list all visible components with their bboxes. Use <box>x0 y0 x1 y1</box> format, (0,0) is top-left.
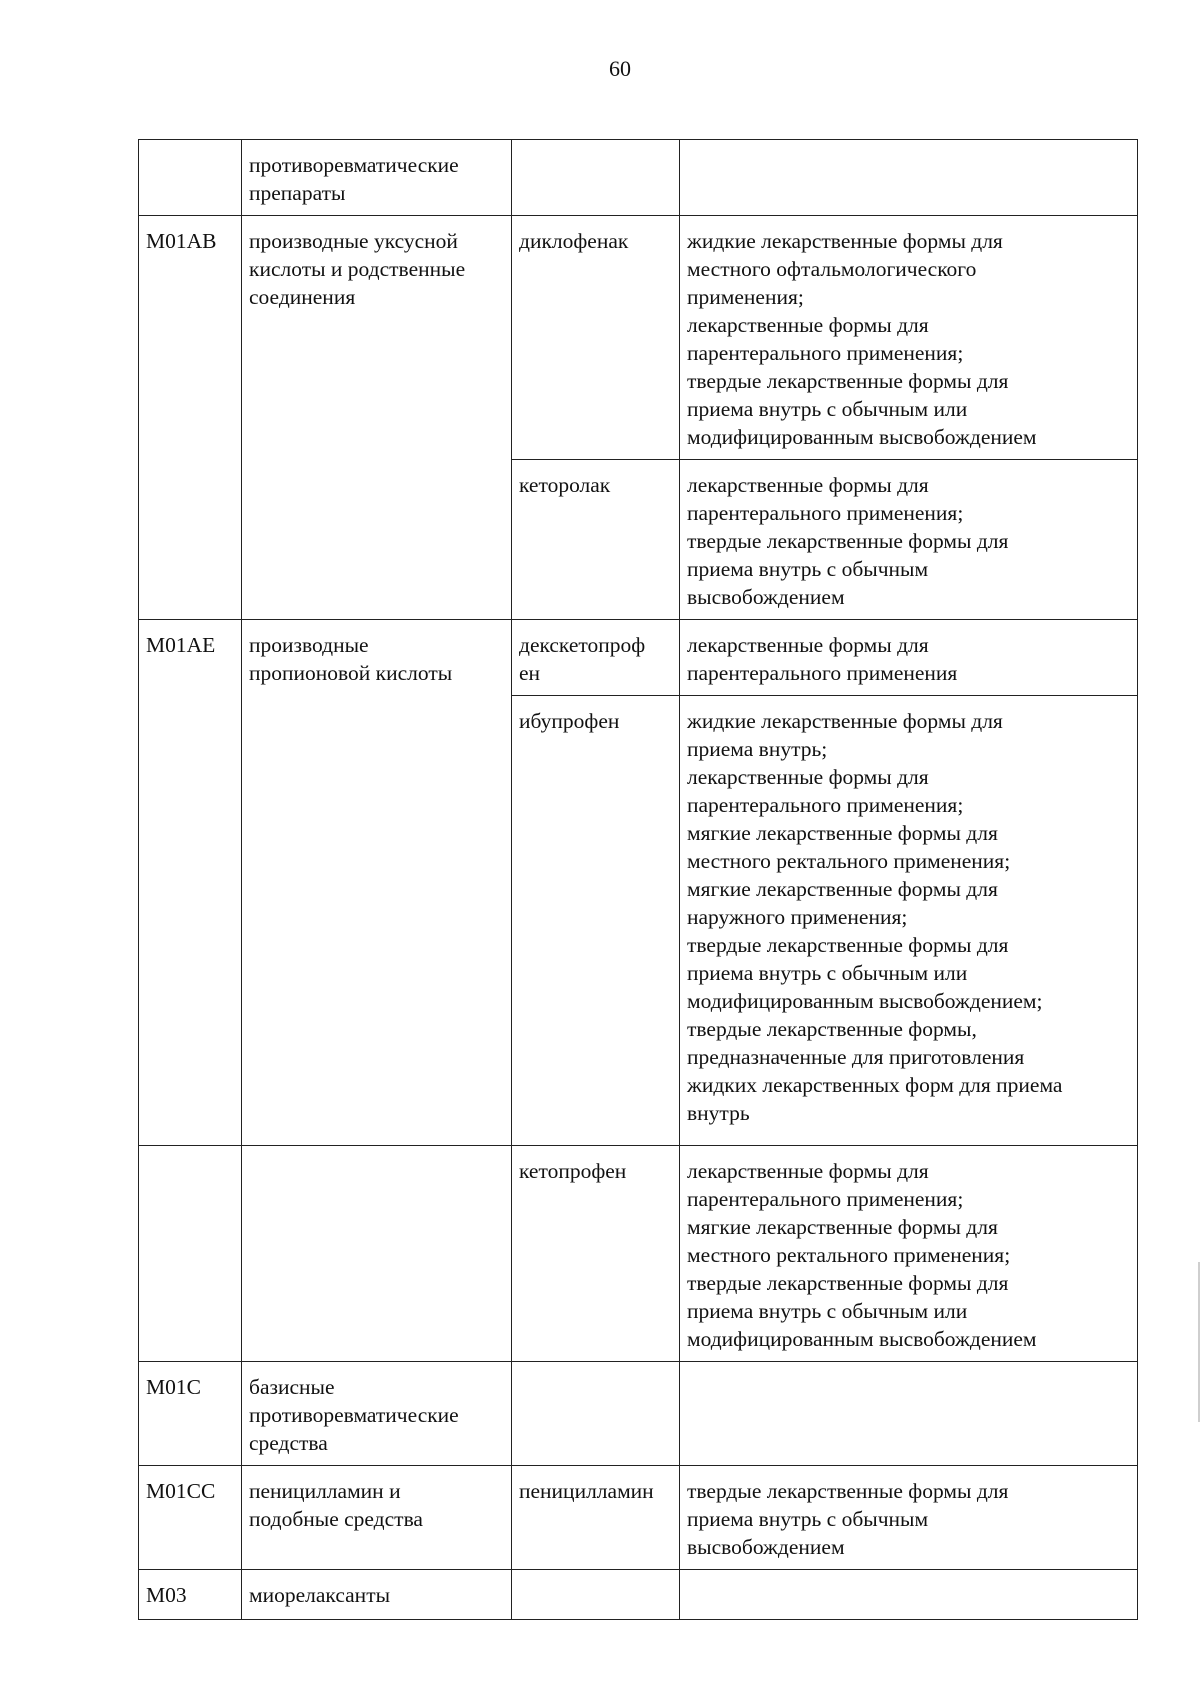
atc-code-cell: M01CC <box>139 1466 242 1570</box>
dosage-forms-cell <box>680 140 1138 216</box>
drug-name-cell <box>512 140 680 216</box>
atc-code-cell <box>139 140 242 216</box>
dosage-forms-cell <box>680 1362 1138 1466</box>
drug-name-cell: кетопрофен <box>512 1146 680 1362</box>
table-row <box>139 1466 1138 1570</box>
pharmacological-group-cell: противоревматические препараты <box>242 140 512 216</box>
drug-name-cell: ибупрофен <box>512 696 680 1146</box>
dosage-forms-cell: лекарственные формы для парентерального применения <box>680 620 1138 696</box>
dosage-forms-cell: лекарственные формы для парентерального применения; твердые лекарственные формы для приема внутрь с обычным высвобождением <box>680 460 1138 620</box>
pharmacological-group-cell: пеницилламин и подобные средства <box>242 1466 512 1570</box>
drug-name-cell <box>512 1570 680 1620</box>
dosage-forms-cell <box>680 1570 1138 1620</box>
atc-code-cell: M03 <box>139 1570 242 1620</box>
table-row <box>139 216 1138 460</box>
drug-name-cell: пеницилламин <box>512 1466 680 1570</box>
atc-code-cell: M01C <box>139 1362 242 1466</box>
dosage-forms-cell: жидкие лекарственные формы для приема внутрь; лекарственные формы для парентерального применения; мягкие лекарственные формы для местного ректального применения; мягкие лекарственные формы для наружного применения; твердые лекарственные формы для приема внутрь с обычным или модифицированным высвобождением; твердые лекарственные формы, предназначенные для приготовления жидких лекарственных форм для приема внутрь <box>680 696 1138 1146</box>
medication-table <box>138 139 1138 1620</box>
table-row <box>139 620 1138 696</box>
table-row <box>139 140 1138 216</box>
table-row <box>139 1570 1138 1620</box>
drug-name-cell <box>512 1362 680 1466</box>
atc-code-cell <box>139 1146 242 1362</box>
page-number: 60 <box>609 56 631 81</box>
pharmacological-group-cell: производные пропионовой кислоты <box>242 620 512 1146</box>
drug-name-cell: кеторолак <box>512 460 680 620</box>
pharmacological-group-cell: базисные противоревматические средства <box>242 1362 512 1466</box>
pharmacological-group-cell <box>242 1146 512 1362</box>
dosage-forms-cell: твердые лекарственные формы для приема внутрь с обычным высвобождением <box>680 1466 1138 1570</box>
table-row <box>139 1362 1138 1466</box>
drug-name-cell: декскетопроф ен <box>512 620 680 696</box>
drug-name-cell: диклофенак <box>512 216 680 460</box>
dosage-forms-cell: лекарственные формы для парентерального применения; мягкие лекарственные формы для местного ректального применения; твердые лекарственные формы для приема внутрь с обычным или модифицированным высвобождением <box>680 1146 1138 1362</box>
atc-code-cell: M01AB <box>139 216 242 620</box>
dosage-forms-cell: жидкие лекарственные формы для местного офтальмологического применения; лекарственные формы для парентерального применения; твердые лекарственные формы для приема внутрь с обычным или модифицированным высвобождением <box>680 216 1138 460</box>
pharmacological-group-cell: производные уксусной кислоты и родственные соединения <box>242 216 512 620</box>
atc-code-cell: M01AE <box>139 620 242 1146</box>
pharmacological-group-cell: миорелаксанты <box>242 1570 512 1620</box>
table-row <box>139 1146 1138 1362</box>
